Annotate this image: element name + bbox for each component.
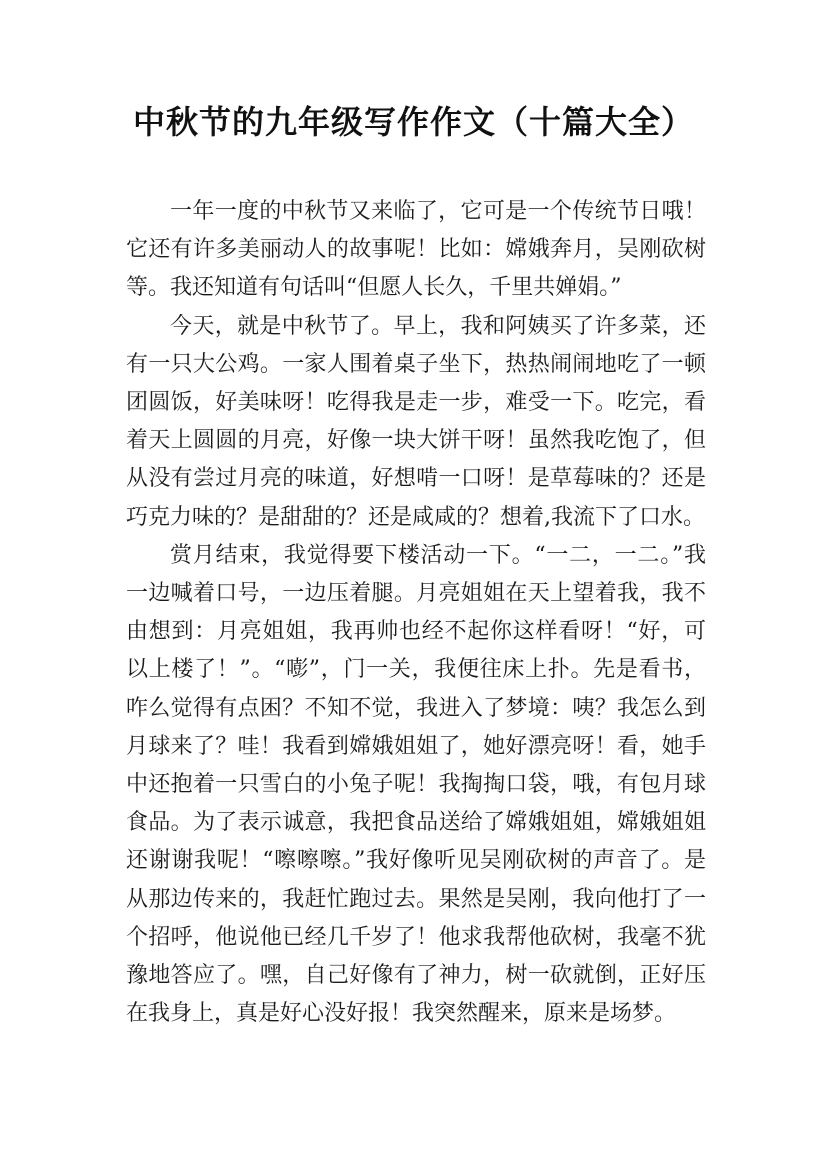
paragraph-2: 今天，就是中秋节了。早上，我和阿姨买了许多菜，还有一只大公鸡。一家人围着桌子坐下，热热闹闹地吃了一顿团圆饭，好美味呀！吃得我是走一步，难受一下。吃完，看着天上圆圆的月亮，好像一块大饼干呀！虽然我吃饱了，但从没有尝过月亮的味道，好想啃一口呀！是草莓味的？还是巧克力味的？是甜甜的？还是咸咸的？想着,我流下了口水。: [126, 313, 706, 530]
document-body: [126, 193, 706, 1033]
document-title: 中秋节的九年级写作作文（十篇大全）: [132, 103, 694, 141]
paragraph-3: 赏月结束，我觉得要下楼活动一下。“一二，一二。”我一边喊着口号，一边压着腿。月亮姐姐在天上望着我，我不由想到：月亮姐姐，我再帅也经不起你这样看呀！“好，可以上楼了！”。“嘭”，门一关，我便往床上扑。先是看书，咋么觉得有点困？不知不觉，我进入了梦境：咦？我怎么到月球来了？哇！我看到嫦娥姐姐了，她好漂亮呀！看，她手中还抱着一只雪白的小兔子呢！我掏掏口袋，哦，有包月球食品。为了表示诚意，我把食品送给了嫦娥姐姐，嫦娥姐姐还谢谢我呢！“嚓嚓嚓。”我好像听见吴刚砍树的声音了。是从那边传来的，我赶忙跑过去。果然是吴刚，我向他打了一个招呼，他说他已经几千岁了！他求我帮他砍树，我毫不犹豫地答应了。嘿，自己好像有了神力，树一砍就倒，正好压在我身上，真是好心没好报！我突然醒来，原来是场梦。: [126, 542, 706, 1027]
paragraph-1: 一年一度的中秋节又来临了，它可是一个传统节日哦！它还有许多美丽动人的故事呢！比如：嫦娥奔月，吴刚砍树等。我还知道有句话叫“但愿人长久，千里共婵娟。”: [126, 199, 706, 301]
